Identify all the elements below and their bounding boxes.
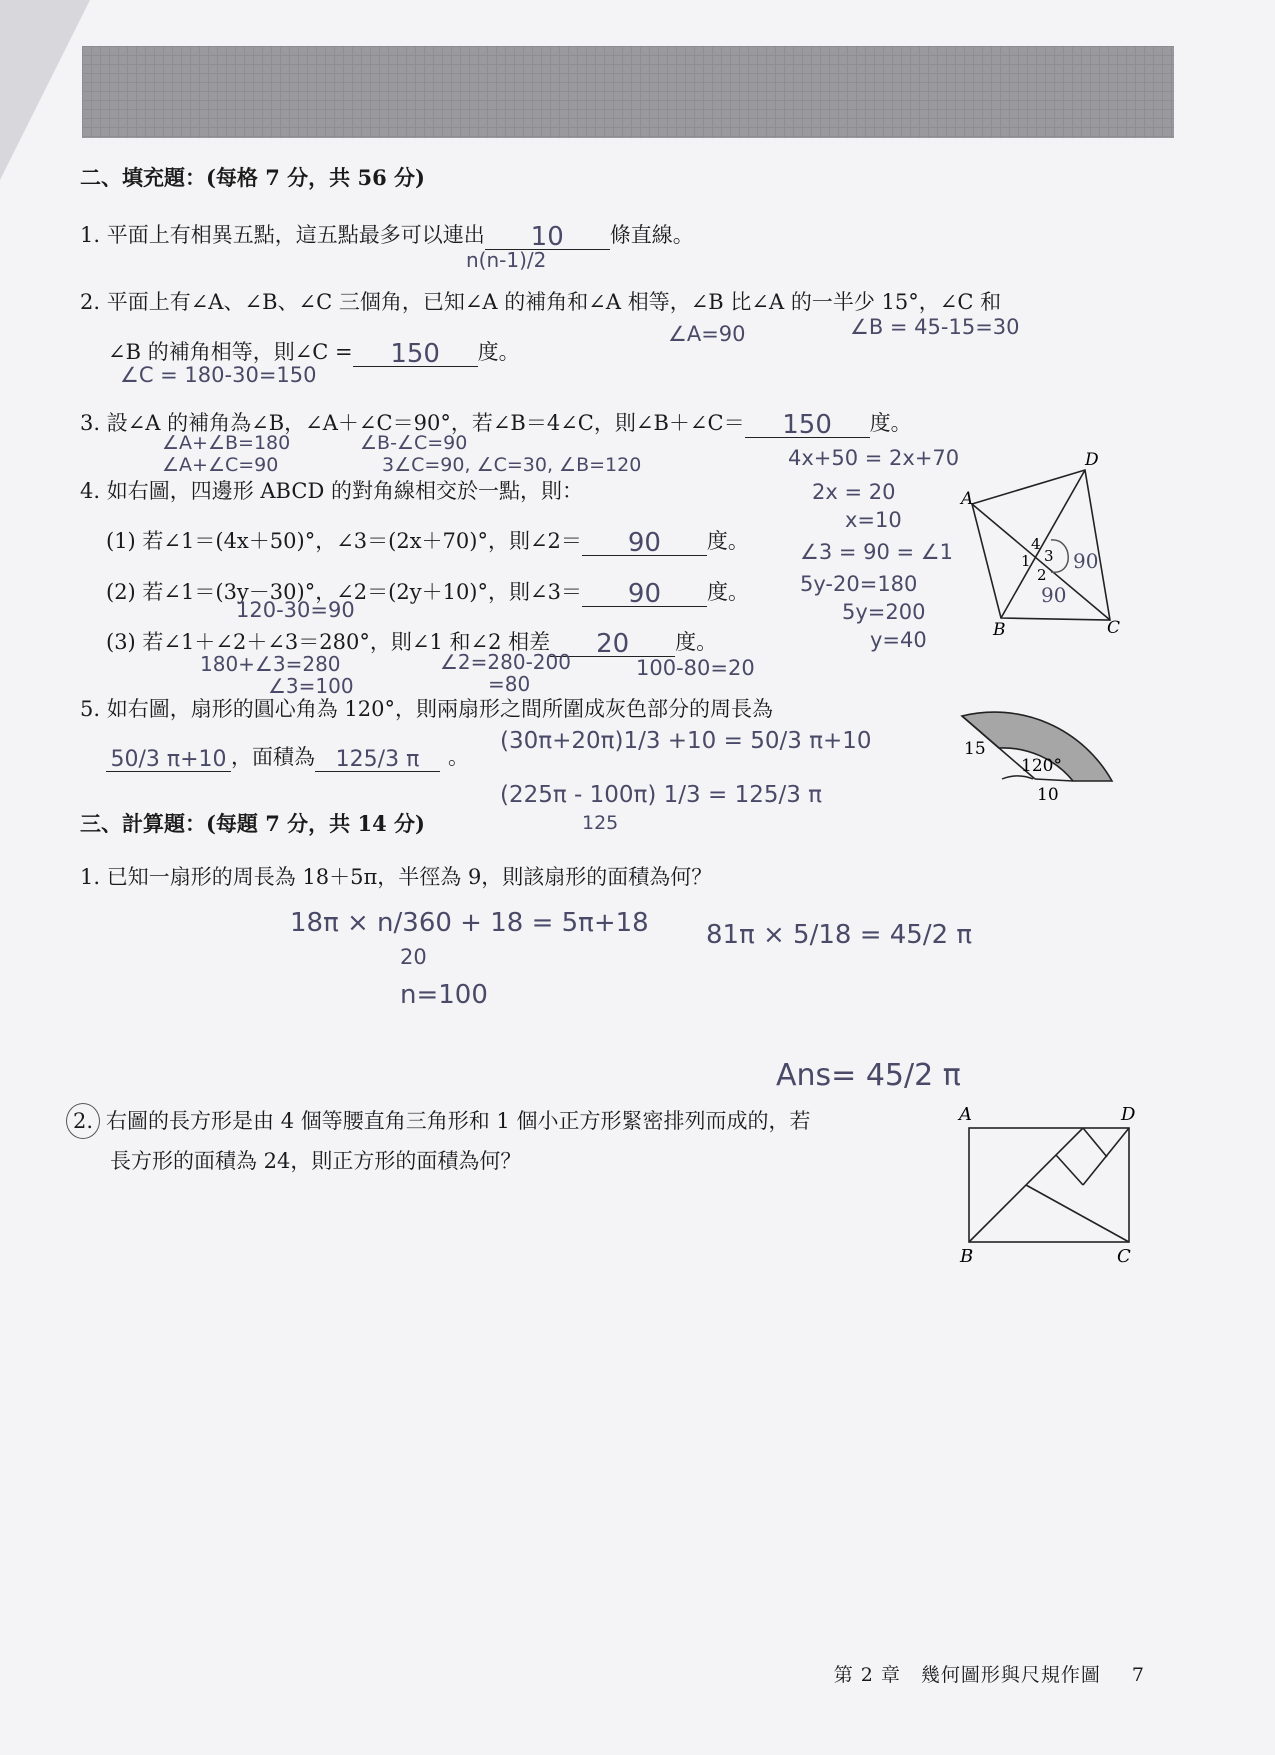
q4-p1-answer: 90 [627,528,661,558]
rect-line-2 [1026,1185,1129,1242]
quad-angle-3: 3 [1044,547,1054,565]
quad-mark-90b: 90 [1041,583,1067,607]
q5-mid: ，面積為 [231,745,315,769]
q4-p3-answer: 20 [596,629,630,659]
q1-suffix: 條直線。 [609,223,694,247]
rect-square-side-1 [1056,1155,1083,1185]
q5-work1: (30π+20π)1/3 +10 = 50/3 π+10 [500,728,872,754]
s3-q2-num: 2. [66,1103,100,1139]
q3-work2: ∠A+∠C=90 [162,454,279,476]
quad-label-a: A [961,489,974,509]
q5-work2: (225π - 100π) 1/3 = 125/3 π [500,782,823,808]
s3-q1-work4: 81π × 5/18 = 45/2 π [706,920,973,950]
q5-text: 5. 如右圖，扇形的圓心角為 120°，則兩扇形之間所圍成灰色部分的周長為 [80,697,773,721]
q4-work-m: 100-80=20 [636,656,755,680]
q5-answer-perimeter: 50/3 π+10 [110,747,227,772]
quad-angle-2: 2 [1037,566,1047,584]
rectangle-figure [955,1100,1135,1270]
q5-line2 [106,740,469,772]
q5-area-blank[interactable] [315,740,440,772]
q5-work3: 125 [582,812,619,834]
q4-work-i: 180+∠3=280 [200,652,341,676]
footer-page-number: 7 [1131,1664,1145,1686]
q4-work-c: x=10 [845,508,902,532]
q4-part3 [106,625,717,657]
section2-title: 二、填充題：(每格 7 分，共 56 分) [80,165,425,190]
sector-label-15: 15 [964,739,986,759]
q3-work3: ∠B-∠C=90 [360,432,468,454]
q4-p3-deg: 度。 [675,630,718,654]
q5-suffix: 。 [448,745,469,769]
q4-work-g: y=40 [870,628,927,652]
s3-q1-work2: 20 [400,945,427,969]
q4-p2-answer: 90 [627,579,662,609]
q3-blank[interactable] [745,406,870,438]
quad-label-d: D [1085,450,1099,470]
rect-outline [969,1128,1129,1242]
q2-suffix: 度。 [477,340,520,364]
q4-text: 4. 如右圖，四邊形 ABCD 的對角線相交於一點，則： [80,479,583,503]
q4-part1 [106,524,749,556]
s3-q2-text1: 右圖的長方形是由 4 個等腰直角三角形和 1 個小正方形緊密排列而成的，若 [106,1109,811,1133]
rect-label-d: D [1121,1104,1135,1125]
q5-perimeter-blank[interactable] [106,740,231,772]
q1 [80,218,694,250]
sector-figure [955,676,1125,806]
q4-p1-blank[interactable] [582,524,707,556]
q4-work-b: 2x = 20 [812,480,896,504]
q4-p1-deg: 度。 [706,529,749,553]
q2-note1: ∠A=90 [668,322,746,346]
q4-p1-text: (1) 若∠1＝(4x＋50)°，∠3＝(2x＋70)°，則∠2＝ [106,529,582,553]
q4-p2-deg: 度。 [706,580,749,604]
q2-blank[interactable] [353,335,478,367]
page-footer [834,1660,1145,1687]
s3-q1-text: 1. 已知一扇形的周長為 18＋5π，半徑為 9，則該扇形的面積為何？ [80,865,713,889]
q3-text: 3. 設∠A 的補角為∠B，∠A＋∠C＝90°，若∠B＝4∠C，則∠B＋∠C＝ [80,411,745,435]
q4-p3-text: (3) 若∠1＋∠2＋∠3＝280°，則∠1 和∠2 相差 [106,630,551,654]
rect-label-a: A [959,1104,972,1125]
quad-angle-1: 1 [1021,552,1031,570]
q4-work-l: =80 [488,672,531,696]
q3-work1: ∠A+∠B=180 [162,432,291,454]
rect-label-b: B [960,1246,974,1267]
q4-p2-text: (2) 若∠1＝(3y－30)°，∠2＝(2y＋10)°，則∠3＝ [106,580,582,604]
rect-square-side-2 [1083,1128,1107,1157]
s3-q1-ans: Ans= 45/2 π [776,1058,961,1093]
s3-q1-work3: n=100 [400,980,488,1010]
q4-p2-blank[interactable] [582,575,707,607]
q1-text: 1. 平面上有相異五點，這五點最多可以連出 [80,223,485,247]
sector-label-10: 10 [1037,785,1059,805]
q4-work-h: 120-30=90 [236,598,355,622]
q2-line1: 2. 平面上有∠A、∠B、∠C 三個角，已知∠A 的補角和∠A 相等，∠B 比∠A 的一半少 15°，∠C 和 [80,290,1002,314]
sector-base-left [1035,779,1073,781]
rect-label-c: C [1117,1246,1131,1267]
corner-fold [0,0,90,180]
q4-work-j: ∠3=100 [268,674,354,698]
q1-note: n(n-1)/2 [466,248,547,272]
q3-answer: 150 [782,410,832,440]
q2-answer: 150 [390,339,440,369]
q3-work4: 3∠C=90, ∠C=30, ∠B=120 [382,454,642,476]
quad-mark-90a: 90 [1073,549,1099,573]
q4-part2 [106,575,749,607]
q1-blank[interactable] [485,218,610,250]
q4-work-d: ∠3 = 90 = ∠1 [800,540,953,564]
quadrilateral-figure [955,448,1130,638]
q4-work-f: 5y=200 [842,600,926,624]
quad-circle-mark [1051,540,1068,572]
header-band [82,46,1174,138]
s3-q2-line2: 長方形的面積為 24，則正方形的面積為何？ [110,1149,522,1173]
q4-work-a: 4x+50 = 2x+70 [788,446,960,470]
q1-answer: 10 [530,222,564,252]
q4-work-k: ∠2=280-200 [440,650,571,674]
q2-text: ∠B 的補角相等，則∠C = [108,340,353,364]
q4-work-e: 5y-20=180 [800,572,918,596]
q2-note2: ∠B = 45-15=30 [850,315,1020,339]
sector-label-120: 120° [1021,756,1062,776]
q5-answer-area: 125/3 π [335,747,420,772]
q3-suffix: 度。 [869,411,912,435]
footer-chapter: 第 2 章 幾何圖形與尺規作圖 [833,1664,1101,1686]
sector-inner-arc [1002,776,1033,779]
quad-angle-4: 4 [1031,535,1041,553]
s3-q2-line1 [70,1106,810,1136]
s3-q1-work1: 18π × n/360 + 18 = 5π+18 [290,908,649,938]
quad-label-c: C [1107,618,1121,638]
q2-note3: ∠C = 180-30=150 [120,363,317,387]
section3-title: 三、計算題：(每題 7 分，共 14 分) [80,811,425,836]
quad-label-b: B [993,620,1006,638]
